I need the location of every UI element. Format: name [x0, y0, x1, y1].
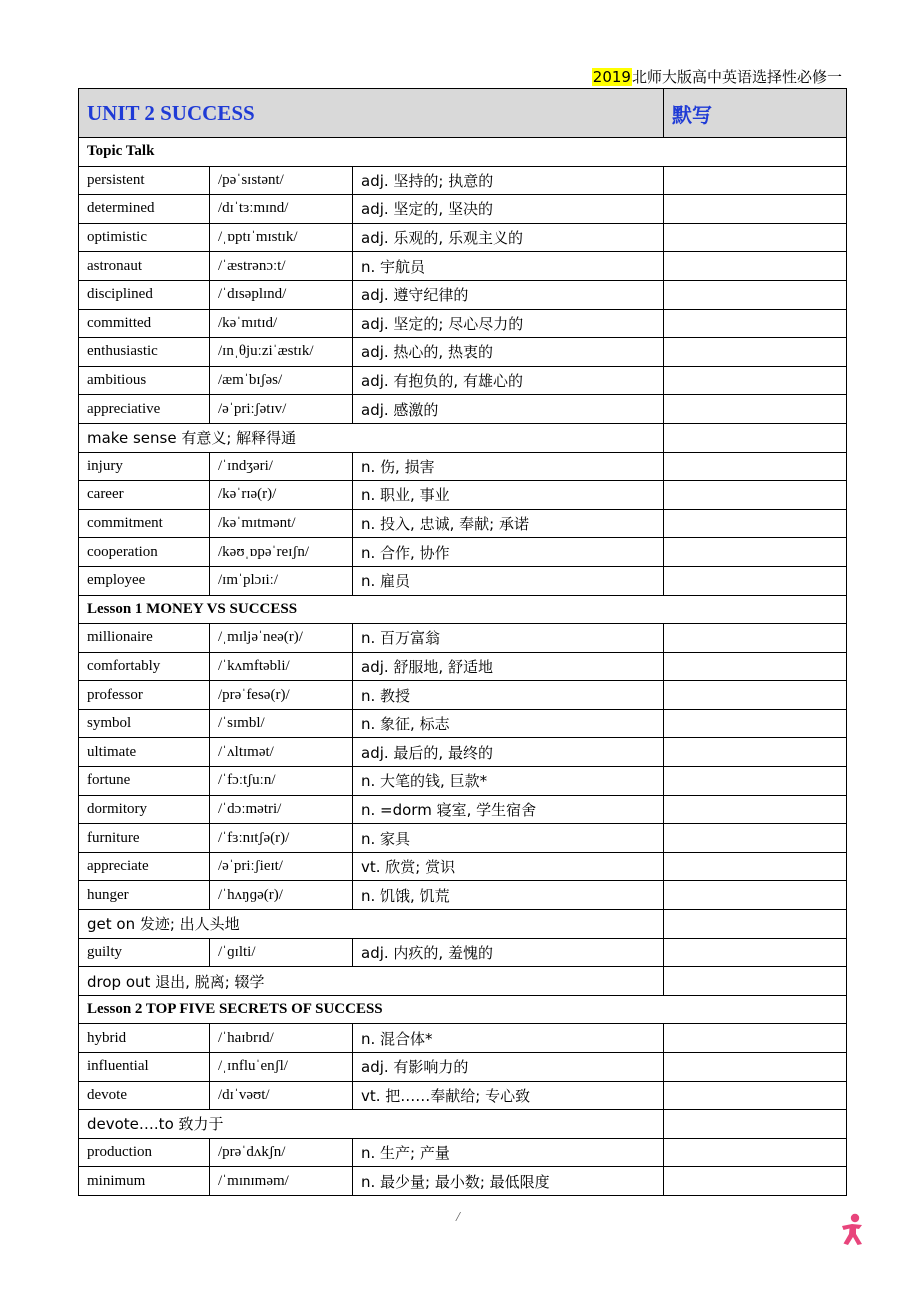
word-cell: determined	[79, 195, 210, 224]
dictation-blank-cell[interactable]	[664, 852, 847, 881]
word-row	[79, 709, 847, 738]
meaning-cell: n. 投入, 忠诚, 奉献; 承诺	[353, 509, 664, 538]
phonetic-cell: /kəʊˌɒpəˈreɪʃn/	[210, 538, 353, 567]
word-cell: ambitious	[79, 366, 210, 395]
dictation-blank-cell[interactable]	[664, 423, 847, 452]
phonetic-cell: /pəˈsɪstənt/	[210, 166, 353, 195]
meaning-cell: adj. 舒服地, 舒适地	[353, 652, 664, 681]
dictation-blank-cell[interactable]	[664, 1081, 847, 1110]
word-row	[79, 280, 847, 309]
meaning-cell: adj. 内疚的, 羞愧的	[353, 938, 664, 967]
unit-title-cell	[79, 89, 664, 138]
word-row	[79, 538, 847, 567]
meaning-cell: adj. 有抱负的, 有雄心的	[353, 366, 664, 395]
meaning-cell: adj. 最后的, 最终的	[353, 738, 664, 767]
word-cell: cooperation	[79, 538, 210, 567]
brand-logo-icon	[838, 1213, 868, 1247]
word-cell: furniture	[79, 824, 210, 853]
phrase-cell: make sense 有意义; 解释得通	[79, 423, 664, 452]
phonetic-cell: /ɪmˈplɔɪiː/	[210, 566, 353, 595]
meaning-cell: n. 象征, 标志	[353, 709, 664, 738]
phonetic-cell: /prəˈdʌkʃn/	[210, 1138, 353, 1167]
dictation-blank-cell[interactable]	[664, 366, 847, 395]
section-heading: Topic Talk	[79, 138, 847, 167]
word-row	[79, 366, 847, 395]
word-row	[79, 566, 847, 595]
section-row	[79, 995, 847, 1024]
dictation-header-cell	[664, 89, 847, 138]
dictation-blank-cell[interactable]	[664, 1167, 847, 1196]
meaning-cell: adj. 乐观的, 乐观主义的	[353, 223, 664, 252]
phrase-row	[79, 910, 847, 939]
dictation-blank-cell[interactable]	[664, 223, 847, 252]
meaning-cell: n. 伤, 损害	[353, 452, 664, 481]
word-cell: influential	[79, 1053, 210, 1082]
dictation-blank-cell[interactable]	[664, 1110, 847, 1139]
word-cell: disciplined	[79, 280, 210, 309]
meaning-cell: n. 职业, 事业	[353, 481, 664, 510]
word-cell: dormitory	[79, 795, 210, 824]
meaning-cell: n. 家具	[353, 824, 664, 853]
dictation-blank-cell[interactable]	[664, 967, 847, 996]
meaning-cell: adj. 感激的	[353, 395, 664, 424]
word-cell: comfortably	[79, 652, 210, 681]
dictation-blank-cell[interactable]	[664, 1138, 847, 1167]
dictation-blank-cell[interactable]	[664, 252, 847, 281]
header-title: 北师大版高中英语选择性必修一	[631, 68, 842, 86]
phonetic-cell: /ˈɡɪlti/	[210, 938, 353, 967]
phonetic-cell: /ˈhʌŋɡə(r)/	[210, 881, 353, 910]
word-cell: commitment	[79, 509, 210, 538]
header-year: 2019	[592, 68, 631, 86]
phonetic-cell: /kəˈmɪtɪd/	[210, 309, 353, 338]
word-row	[79, 338, 847, 367]
page-number: /	[456, 1210, 460, 1225]
word-cell: appreciate	[79, 852, 210, 881]
word-cell: appreciative	[79, 395, 210, 424]
phonetic-cell: /əˈpriːʃieɪt/	[210, 852, 353, 881]
meaning-cell: adj. 遵守纪律的	[353, 280, 664, 309]
word-row	[79, 1024, 847, 1053]
dictation-blank-cell[interactable]	[664, 910, 847, 939]
word-row	[79, 624, 847, 653]
meaning-cell: n. 饥饿, 饥荒	[353, 881, 664, 910]
meaning-cell: adj. 坚持的; 执意的	[353, 166, 664, 195]
dictation-blank-cell[interactable]	[664, 738, 847, 767]
dictation-blank-cell[interactable]	[664, 652, 847, 681]
phonetic-cell: /ˈmɪnɪməm/	[210, 1167, 353, 1196]
meaning-cell: vt. 欣赏; 赏识	[353, 852, 664, 881]
phonetic-cell: /əˈpriːʃətɪv/	[210, 395, 353, 424]
word-cell: minimum	[79, 1167, 210, 1196]
word-cell: injury	[79, 452, 210, 481]
word-cell: hunger	[79, 881, 210, 910]
phonetic-cell: /æmˈbɪʃəs/	[210, 366, 353, 395]
phonetic-cell: /ˈdɔːmətri/	[210, 795, 353, 824]
word-row	[79, 681, 847, 710]
word-row	[79, 195, 847, 224]
word-row	[79, 1053, 847, 1082]
word-row	[79, 1167, 847, 1196]
phonetic-cell: /ˌɒptɪˈmɪstɪk/	[210, 223, 353, 252]
dictation-blank-cell[interactable]	[664, 881, 847, 910]
word-row	[79, 481, 847, 510]
word-row	[79, 881, 847, 910]
phonetic-cell: /ˈsɪmbl/	[210, 709, 353, 738]
word-row	[79, 824, 847, 853]
word-cell: guilty	[79, 938, 210, 967]
dictation-label: 默写	[672, 102, 713, 127]
word-row	[79, 1081, 847, 1110]
word-row	[79, 738, 847, 767]
word-row	[79, 795, 847, 824]
phonetic-cell: /ˈkʌmftəbli/	[210, 652, 353, 681]
word-row	[79, 509, 847, 538]
phonetic-cell: /ˈdɪsəplɪnd/	[210, 280, 353, 309]
meaning-cell: n. 百万富翁	[353, 624, 664, 653]
meaning-cell: vt. 把……奉献给; 专心致	[353, 1081, 664, 1110]
meaning-cell: n. =dorm 寝室, 学生宿舍	[353, 795, 664, 824]
word-cell: fortune	[79, 767, 210, 796]
dictation-blank-cell[interactable]	[664, 1024, 847, 1053]
word-row	[79, 223, 847, 252]
dictation-blank-cell[interactable]	[664, 795, 847, 824]
word-cell: ultimate	[79, 738, 210, 767]
dictation-blank-cell[interactable]	[664, 824, 847, 853]
dictation-blank-cell[interactable]	[664, 395, 847, 424]
word-row	[79, 1138, 847, 1167]
word-cell: symbol	[79, 709, 210, 738]
unit-title: UNIT 2 SUCCESS	[87, 100, 255, 125]
dictation-blank-cell[interactable]	[664, 624, 847, 653]
phonetic-cell: /prəˈfesə(r)/	[210, 681, 353, 710]
word-row	[79, 652, 847, 681]
section-heading: Lesson 1 MONEY VS SUCCESS	[79, 595, 847, 624]
dictation-blank-cell[interactable]	[664, 767, 847, 796]
dictation-blank-cell[interactable]	[664, 338, 847, 367]
dictation-blank-cell[interactable]	[664, 566, 847, 595]
phonetic-cell: /ɪnˌθjuːziˈæstɪk/	[210, 338, 353, 367]
phrase-cell: devote….to 致力于	[79, 1110, 664, 1139]
phonetic-cell: /ˈhaɪbrɪd/	[210, 1024, 353, 1053]
word-cell: professor	[79, 681, 210, 710]
meaning-cell: n. 教授	[353, 681, 664, 710]
dictation-blank-cell[interactable]	[664, 452, 847, 481]
phonetic-cell: /ˈæstrənɔːt/	[210, 252, 353, 281]
meaning-cell: n. 雇员	[353, 566, 664, 595]
word-cell: hybrid	[79, 1024, 210, 1053]
section-row	[79, 595, 847, 624]
dictation-blank-cell[interactable]	[664, 481, 847, 510]
phrase-cell: get on 发迹; 出人头地	[79, 910, 664, 939]
phrase-row	[79, 967, 847, 996]
section-row	[79, 138, 847, 167]
word-cell: production	[79, 1138, 210, 1167]
word-cell: astronaut	[79, 252, 210, 281]
phonetic-cell: /dɪˈtɜːmɪnd/	[210, 195, 353, 224]
word-cell: optimistic	[79, 223, 210, 252]
word-cell: millionaire	[79, 624, 210, 653]
meaning-cell: n. 生产; 产量	[353, 1138, 664, 1167]
phonetic-cell: /kəˈmɪtmənt/	[210, 509, 353, 538]
dictation-blank-cell[interactable]	[664, 166, 847, 195]
document-header	[592, 66, 842, 87]
word-cell: persistent	[79, 166, 210, 195]
meaning-cell: n. 合作, 协作	[353, 538, 664, 567]
meaning-cell: adj. 坚定的, 坚决的	[353, 195, 664, 224]
vocabulary-table	[78, 88, 847, 1196]
phonetic-cell: /ˌɪnfluˈenʃl/	[210, 1053, 353, 1082]
phrase-row	[79, 1110, 847, 1139]
word-cell: devote	[79, 1081, 210, 1110]
word-row	[79, 938, 847, 967]
word-cell: committed	[79, 309, 210, 338]
word-row	[79, 852, 847, 881]
phrase-row	[79, 423, 847, 452]
word-row	[79, 395, 847, 424]
dictation-blank-cell[interactable]	[664, 938, 847, 967]
phonetic-cell: /dɪˈvəʊt/	[210, 1081, 353, 1110]
phonetic-cell: /ˈfɔːtʃuːn/	[210, 767, 353, 796]
dictation-blank-cell[interactable]	[664, 280, 847, 309]
phonetic-cell: /ˈɪndʒəri/	[210, 452, 353, 481]
word-row	[79, 767, 847, 796]
dictation-blank-cell[interactable]	[664, 509, 847, 538]
phonetic-cell: /ˈfɜːnɪtʃə(r)/	[210, 824, 353, 853]
word-row	[79, 452, 847, 481]
word-cell: enthusiastic	[79, 338, 210, 367]
meaning-cell: n. 宇航员	[353, 252, 664, 281]
word-row	[79, 252, 847, 281]
meaning-cell: n. 最少量; 最小数; 最低限度	[353, 1167, 664, 1196]
word-cell: employee	[79, 566, 210, 595]
meaning-cell: n. 大笔的钱, 巨款*	[353, 767, 664, 796]
dictation-blank-cell[interactable]	[664, 709, 847, 738]
title-row	[79, 89, 847, 138]
phonetic-cell: /ˌmɪljəˈneə(r)/	[210, 624, 353, 653]
meaning-cell: adj. 热心的, 热衷的	[353, 338, 664, 367]
phrase-cell: drop out 退出, 脱离; 辍学	[79, 967, 664, 996]
dictation-blank-cell[interactable]	[664, 195, 847, 224]
phonetic-cell: /ˈʌltɪmət/	[210, 738, 353, 767]
dictation-blank-cell[interactable]	[664, 1053, 847, 1082]
meaning-cell: n. 混合体*	[353, 1024, 664, 1053]
word-row	[79, 166, 847, 195]
meaning-cell: adj. 有影响力的	[353, 1053, 664, 1082]
section-heading: Lesson 2 TOP FIVE SECRETS OF SUCCESS	[79, 995, 847, 1024]
phonetic-cell: /kəˈrɪə(r)/	[210, 481, 353, 510]
meaning-cell: adj. 坚定的; 尽心尽力的	[353, 309, 664, 338]
word-row	[79, 309, 847, 338]
word-cell: career	[79, 481, 210, 510]
dictation-blank-cell[interactable]	[664, 681, 847, 710]
dictation-blank-cell[interactable]	[664, 538, 847, 567]
dictation-blank-cell[interactable]	[664, 309, 847, 338]
